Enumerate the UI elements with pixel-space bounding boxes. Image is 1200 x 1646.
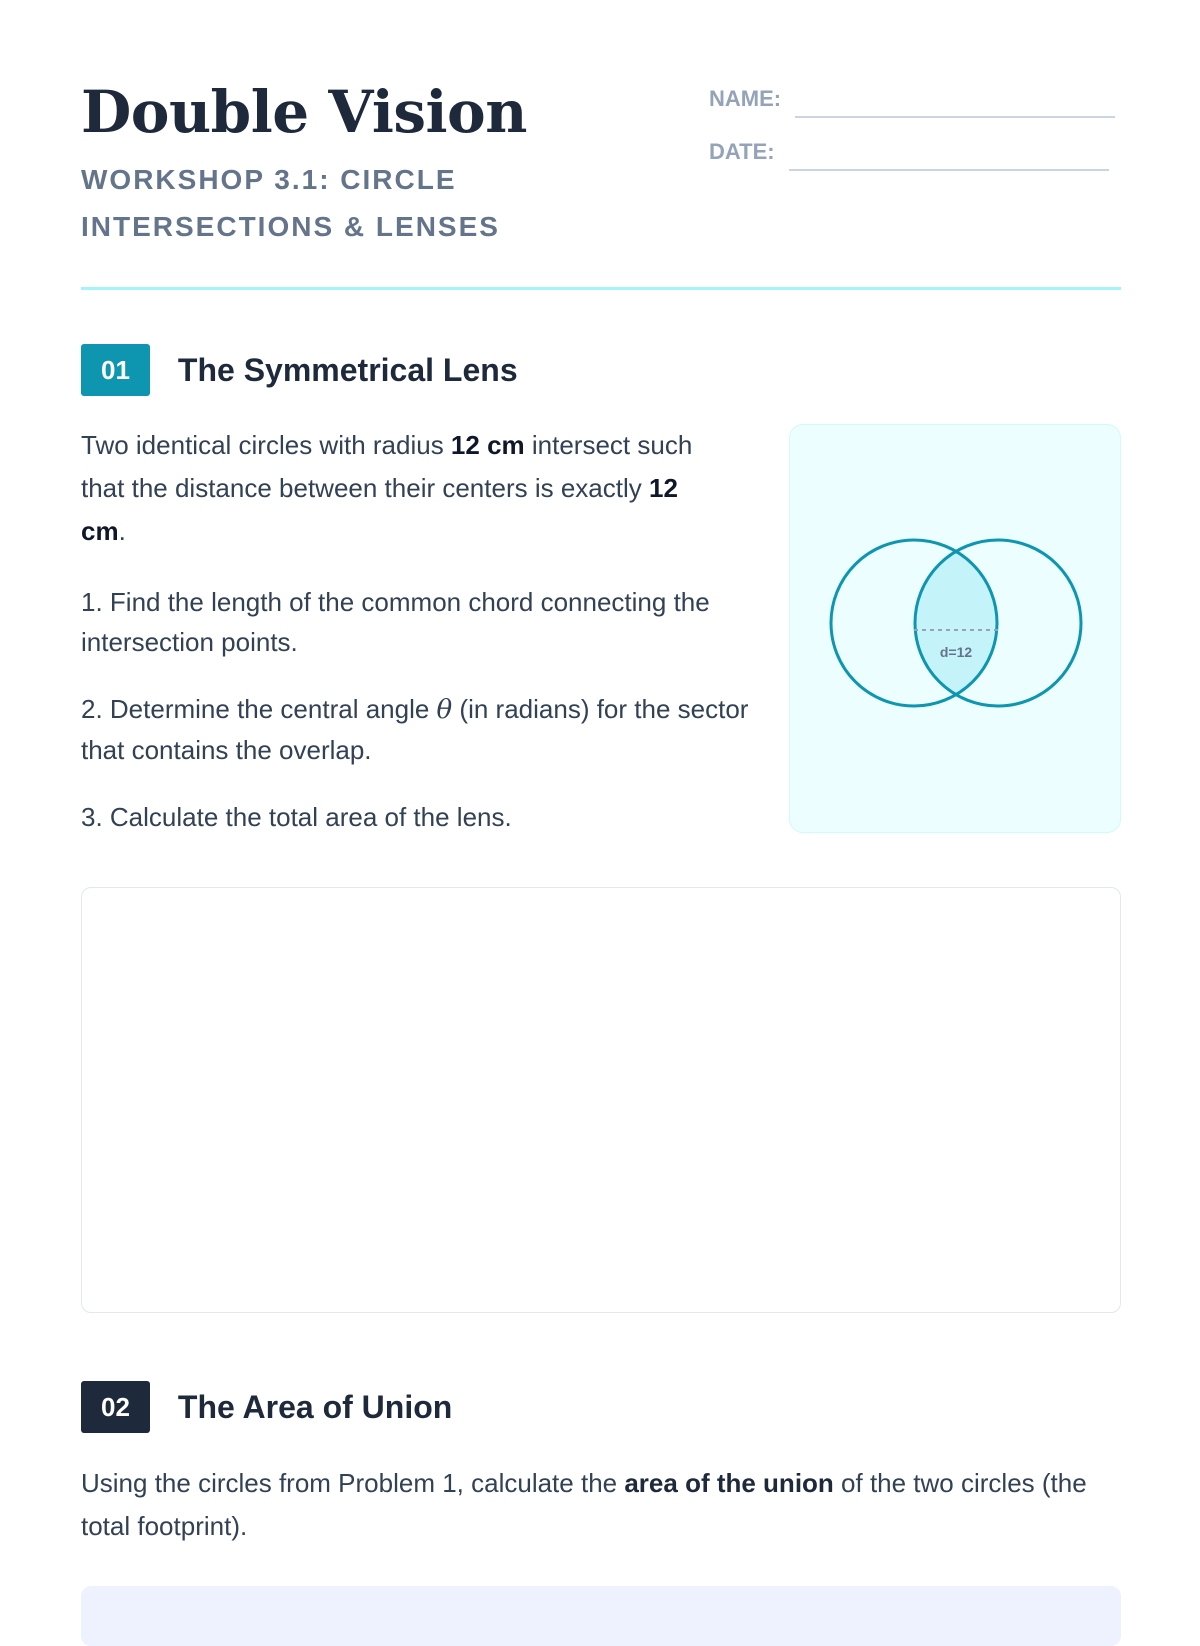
name-field[interactable] (709, 86, 1115, 112)
worksheet-page (81, 0, 1121, 1600)
distance-label: d=12 (939, 644, 973, 660)
section-2-heading (81, 1381, 452, 1433)
section-2-prompt (81, 1462, 1121, 1548)
lens-diagram-card (789, 424, 1121, 833)
question-2 (81, 689, 761, 770)
section-2-text-2: of the two circles (the total footprint). (81, 1468, 1087, 1541)
section-1-questions (81, 582, 761, 864)
answer-area-2[interactable] (81, 1586, 1121, 1646)
section-1-heading (81, 344, 518, 396)
section-2-title: The Area of Union (177, 1388, 453, 1425)
date-label: DATE: (709, 139, 775, 164)
lens-overlap-region (914, 551, 997, 695)
intro-text-3: . (118, 516, 126, 546)
section-2-number-badge: 02 (81, 1381, 150, 1433)
lens-diagram (790, 425, 1120, 832)
section-2-text-1: Using the circles from Problem 1, calculate the (81, 1468, 625, 1498)
intro-text-2: intersect such that the distance between their centers is exactly (81, 430, 693, 503)
question-2-text-2: (in radians) for the sector that contains the overlap. (81, 694, 749, 765)
radius-value: 12 cm (450, 430, 525, 460)
name-input-line[interactable] (795, 116, 1115, 118)
question-3: 3. Calculate the total area of the lens. (81, 802, 512, 832)
intro-text-1: Two identical circles with radius (81, 430, 451, 460)
theta-symbol: θ (436, 695, 453, 725)
section-1-intro (81, 424, 721, 553)
date-field[interactable] (709, 139, 1109, 165)
answer-area-1[interactable] (81, 887, 1121, 1313)
date-input-line[interactable] (789, 169, 1109, 171)
name-label: NAME: (709, 86, 782, 111)
area-of-union-phrase: area of the union (624, 1468, 834, 1498)
worksheet-title: Double Vision (81, 78, 527, 146)
question-1: 1. Find the length of the common chord connecting the intersection points. (81, 587, 710, 657)
header-divider (81, 287, 1121, 290)
worksheet-subtitle: WORKSHOP 3.1: CIRCLE INTERSECTIONS & LENSES (81, 164, 500, 242)
question-2-text-1: 2. Determine the central angle (81, 694, 437, 724)
section-1-title: The Symmetrical Lens (177, 351, 518, 388)
distance-value: 12 cm (81, 473, 678, 546)
section-1-number-badge: 01 (81, 344, 150, 396)
